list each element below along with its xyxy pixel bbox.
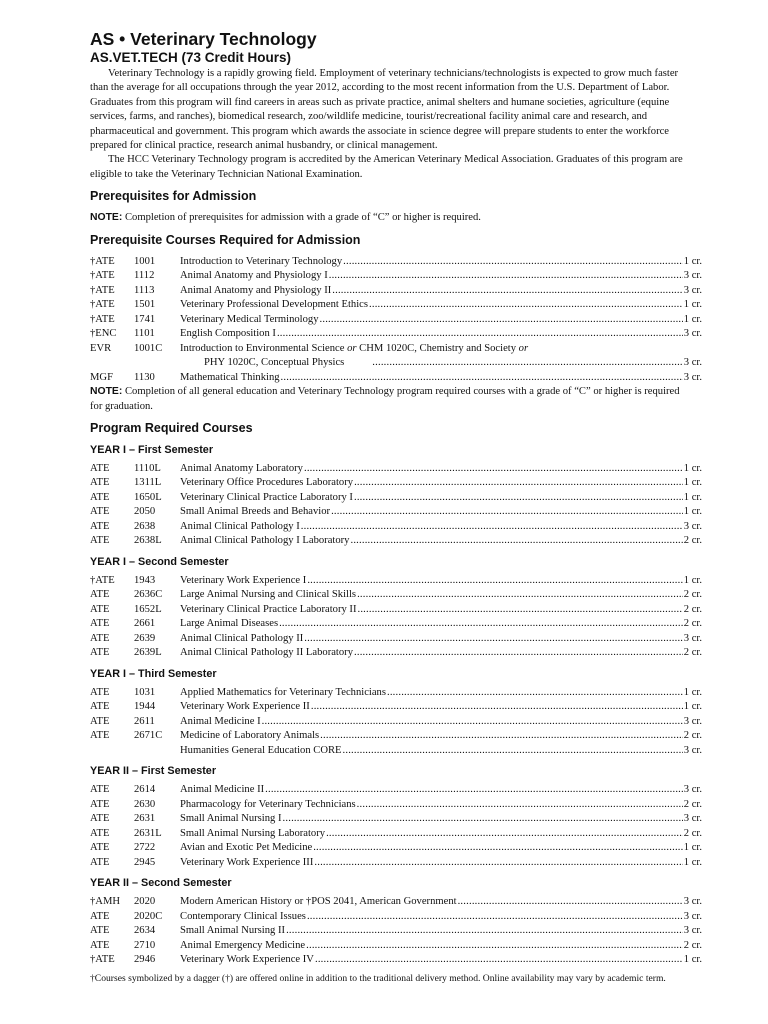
dot-leader [354,646,683,661]
course-number: 2020 [134,896,156,908]
dot-leader [331,505,683,520]
course-prefix: ATE [90,925,110,937]
course-title: Veterinary Medical Terminology [180,313,319,325]
course-row [90,588,702,603]
course-title: Veterinary Clinical Practice Laboratory II [180,603,357,615]
course-prefix: †ATE [90,255,115,267]
course-prefix: ATE [90,462,110,474]
course-number: 2945 [134,856,156,868]
course-prefix: ATE [90,535,110,547]
course-title: Animal Anatomy and Physiology I [180,270,328,282]
course-title: Introduction to Environmental Science or CHM 1020C, Chemistry and Society or [180,342,529,354]
course-row [90,686,702,701]
course-prefix: †ENC [90,328,117,340]
note-label: NOTE: [90,212,123,224]
course-number: 2671C [134,730,163,742]
dot-leader [277,327,683,342]
course-title: Introduction to Veterinary Technology [180,255,343,267]
course-number: 1001C [134,342,163,354]
course-title: Large Animal Nursing and Clinical Skills [180,589,357,601]
course-credits: 1 cr. [683,477,702,489]
course-title: Veterinary Work Experience IV [180,954,314,966]
dot-leader [314,856,682,871]
program-code: AS.VET.TECH (73 Credit Hours) [90,50,292,65]
course-row [90,476,702,491]
course-prefix: ATE [90,939,110,951]
course-row [90,783,702,798]
course-title: PHY 1020C, Conceptual Physics [204,357,345,369]
course-title: Veterinary Clinical Practice Laboratory I [180,491,353,503]
course-row [90,910,702,925]
dot-leader [281,371,683,386]
dot-leader [307,574,682,589]
admission-heading: Prerequisites for Admission [90,189,257,204]
course-credits: 3 cr. [683,896,702,908]
semester-heading: YEAR II – First Semester [90,765,217,778]
course-prefix: ATE [90,856,110,868]
course-row [90,953,702,968]
course-number: 2631L [134,827,162,839]
course-number: 2710 [134,939,156,951]
prereq-courses-heading: Prerequisite Courses Required for Admission [90,232,361,247]
course-credits: 3 cr. [683,910,702,922]
course-row [90,646,702,661]
course-credits: 3 cr. [683,925,702,937]
course-title: Animal Medicine I [180,715,261,727]
course-title: English Composition I [180,328,276,340]
course-credits: 3 cr. [683,328,702,340]
dot-leader [306,939,683,954]
dot-leader [329,269,683,284]
course-row [90,939,702,954]
course-credits: 3 cr. [683,357,702,369]
course-row [90,895,702,910]
course-title: Animal Anatomy Laboratory [180,462,303,474]
course-credits: 2 cr. [683,730,702,742]
intro-paragraph-2: The HCC Veterinary Technology program is accredited by the American Veterinary Medical Association. Graduates of this program are eligible to take the Veterinary Technician National Examination. [90,154,683,180]
course-prefix: ATE [90,589,110,601]
course-prefix: †ATE [90,270,115,282]
dot-leader [320,729,683,744]
course-prefix: †AMH [90,896,121,908]
semester-heading: YEAR I – Second Semester [90,555,229,568]
dot-leader [311,700,683,715]
course-row [90,924,702,939]
course-credits: 2 cr. [683,647,702,659]
dagger-footnote: †Courses symbolized by a dagger (†) are offered online in addition to the traditional delivery method. Online availability may vary by academic term. [90,972,666,984]
course-row [90,729,702,744]
course-credits: 1 cr. [683,701,702,713]
course-prefix: ATE [90,520,110,532]
course-title: Small Animal Nursing Laboratory [180,827,326,839]
course-credits: 3 cr. [683,744,702,756]
dot-leader [458,895,683,910]
dot-leader [286,924,683,939]
course-credits: 1 cr. [683,842,702,854]
course-title: Contemporary Clinical Issues [180,910,306,922]
course-prefix: ATE [90,701,110,713]
course-title: Veterinary Work Experience III [180,856,314,868]
course-credits: 1 cr. [683,574,702,586]
course-number: 1001 [134,255,156,267]
dot-leader [343,255,683,270]
course-credits: 2 cr. [683,798,702,810]
semester-list [90,443,702,971]
dot-leader [304,632,682,647]
course-row [90,603,702,618]
course-row [90,269,702,284]
graduation-note [90,385,690,414]
course-credits: 1 cr. [683,313,702,325]
note-label: NOTE: [90,386,123,398]
course-number: 1741 [134,313,156,325]
course-row [90,371,702,386]
course-credits: 3 cr. [683,784,702,796]
course-row [90,327,702,342]
course-row-continued [90,356,702,371]
course-number: 2634 [134,925,156,937]
course-prefix: ATE [90,632,110,644]
course-prefix: MGF [90,371,113,383]
course-title: Applied Mathematics for Veterinary Technicians [180,686,386,698]
course-credits: 3 cr. [683,284,702,296]
course-credits: 3 cr. [683,371,702,383]
course-row [90,520,702,535]
course-title: Veterinary Professional Development Ethics [180,299,368,311]
course-credits: 2 cr. [683,939,702,951]
course-number: 1113 [134,284,155,296]
course-number: 2611 [134,715,155,727]
course-number: 1112 [134,270,155,282]
course-number: 1110L [134,462,161,474]
course-row [90,798,702,813]
dot-leader [315,953,683,968]
dot-leader [354,476,683,491]
course-credits: 3 cr. [683,632,702,644]
course-prefix: ATE [90,603,110,615]
course-number: 2636C [134,589,163,601]
course-prefix: EVR [90,342,112,354]
course-prefix: ATE [90,910,110,922]
course-title: Veterinary Work Experience II [180,701,310,713]
course-number: 2614 [134,784,156,796]
page-title: AS • Veterinary Technology [90,29,317,49]
semester-heading: YEAR I – Third Semester [90,667,217,680]
course-prefix: ATE [90,647,110,659]
course-title: Animal Emergency Medicine [180,939,306,951]
course-row [90,744,702,759]
course-prefix: ATE [90,618,110,630]
course-number: 1311L [134,477,162,489]
course-row [90,491,702,506]
course-title: Animal Anatomy and Physiology II [180,284,332,296]
course-row [90,505,702,520]
dot-leader [326,827,683,842]
course-credits: 3 cr. [683,270,702,282]
course-credits: 2 cr. [683,618,702,630]
dot-leader [357,603,682,618]
course-number: 1501 [134,299,156,311]
course-row [90,812,702,827]
course-prefix: ATE [90,813,110,825]
course-row [90,313,702,328]
dot-leader [372,356,682,371]
course-number: 1943 [134,574,156,586]
course-title: Small Animal Breeds and Behavior [180,506,331,518]
course-title: Animal Medicine II [180,784,265,796]
course-title: Animal Clinical Pathology I [180,520,300,532]
dot-leader [387,686,683,701]
course-prefix: ATE [90,686,110,698]
dot-leader [343,744,683,759]
dot-leader [357,588,683,603]
note-text: Completion of prerequisites for admission with a grade of “C” or higher is required. [122,212,481,224]
course-credits: 1 cr. [683,506,702,518]
course-prefix: ATE [90,715,110,727]
course-number: 2020C [134,910,163,922]
dot-leader [350,534,682,549]
course-row [90,700,702,715]
course-prefix: †ATE [90,284,115,296]
dot-leader [320,313,683,328]
course-title: Animal Clinical Pathology II Laboratory [180,647,353,659]
course-title: Veterinary Office Procedures Laboratory [180,477,354,489]
course-row [90,632,702,647]
course-credits: 1 cr. [683,491,702,503]
course-number: 2638 [134,520,156,532]
course-number: 2050 [134,506,156,518]
course-row [90,255,702,270]
dot-leader [307,910,683,925]
course-number: 2638L [134,535,162,547]
semester-heading: YEAR I – First Semester [90,443,214,456]
course-number: 1101 [134,328,155,340]
course-credits: 1 cr. [683,462,702,474]
course-number: 2661 [134,618,156,630]
dot-leader [301,520,683,535]
course-row [90,284,702,299]
course-number: 1031 [134,686,156,698]
dot-leader [354,491,683,506]
course-title: Animal Clinical Pathology I Laboratory [180,535,350,547]
course-row [90,841,702,856]
course-credits: 1 cr. [683,954,702,966]
course-prefix: ATE [90,798,110,810]
course-prefix: ATE [90,730,110,742]
course-credits: 3 cr. [683,813,702,825]
course-prefix: ATE [90,506,110,518]
course-row [90,342,690,357]
dot-leader [332,284,683,299]
course-number: 1944 [134,701,156,713]
course-title: Modern American History or †POS 2041, American Government [180,896,457,908]
course-number: 2722 [134,842,156,854]
course-row [90,715,702,730]
dot-leader [369,298,683,313]
course-title: Animal Clinical Pathology II [180,632,304,644]
course-number: 2630 [134,798,156,810]
course-title: Medicine of Laboratory Animals [180,730,320,742]
course-title: Avian and Exotic Pet Medicine [180,842,313,854]
course-number: 1650L [134,491,162,503]
course-credits: 2 cr. [683,603,702,615]
course-row [90,298,702,313]
course-prefix: ATE [90,491,110,503]
dot-leader [304,462,683,477]
course-title: Small Animal Nursing II [180,925,286,937]
course-row [90,827,702,842]
course-row [90,617,702,632]
admission-note [90,211,690,225]
dot-leader [357,798,683,813]
program-courses-heading: Program Required Courses [90,420,253,435]
course-row [90,574,702,589]
course-credits: 3 cr. [683,520,702,532]
course-prefix: †ATE [90,313,115,325]
course-credits: 1 cr. [683,299,702,311]
course-row [90,534,702,549]
course-row [90,856,702,871]
catalog-page [90,28,702,986]
course-number: 2639 [134,632,156,644]
course-credits: 2 cr. [683,535,702,547]
course-credits: 2 cr. [683,589,702,601]
course-title: Pharmacology for Veterinary Technicians [180,798,356,810]
dot-leader [265,783,683,798]
semester-heading: YEAR II – Second Semester [90,877,232,890]
course-prefix: †ATE [90,574,115,586]
course-title: Small Animal Nursing I [180,813,282,825]
dot-leader [313,841,683,856]
prereq-course-list [90,255,702,342]
course-prefix: ATE [90,477,110,489]
note-text: Completion of all general education and Veterinary Technology program required courses with a grade of “C” or higher is required for graduation. [90,386,680,412]
course-credits: 1 cr. [683,856,702,868]
course-prefix: ATE [90,842,110,854]
course-number: 1652L [134,603,162,615]
course-credits: 3 cr. [683,715,702,727]
course-prefix: ATE [90,784,110,796]
course-number: 1130 [134,371,155,383]
intro-paragraph-1: Veterinary Technology is a rapidly growing field. Employment of veterinary technicians/technologists is expected to grow much faster than the average for all occupations through the year 2012, according to the most recent information from the U.S. Department of Labor. Graduates from this program will find careers in areas such as private practice, animal shelters and humane societies, agriculture (equine services, farms, and ranches), biomedical research, zoo/wildlife medicine, tourist/recreational facility animal care and research, and pharmaceutical and government. This program which awards the associate in science degree will prepare students to enter the workforce prepared for clinical practice, research animal husbandry, or clinical management. [90,68,679,152]
course-number: 2639L [134,647,162,659]
course-title: Mathematical Thinking [180,371,280,383]
course-prefix: †ATE [90,954,115,966]
course-credits: 2 cr. [683,827,702,839]
course-title: Humanities General Education CORE [180,744,342,756]
course-number: 2946 [134,954,156,966]
dot-leader [283,812,683,827]
course-credits: 1 cr. [683,255,702,267]
course-title: Large Animal Diseases [180,618,279,630]
dot-leader [279,617,683,632]
course-prefix: ATE [90,827,110,839]
course-title: Veterinary Work Experience I [180,574,307,586]
course-row [90,462,702,477]
course-number: 2631 [134,813,156,825]
course-prefix: †ATE [90,299,115,311]
course-credits: 1 cr. [683,686,702,698]
dot-leader [262,715,683,730]
